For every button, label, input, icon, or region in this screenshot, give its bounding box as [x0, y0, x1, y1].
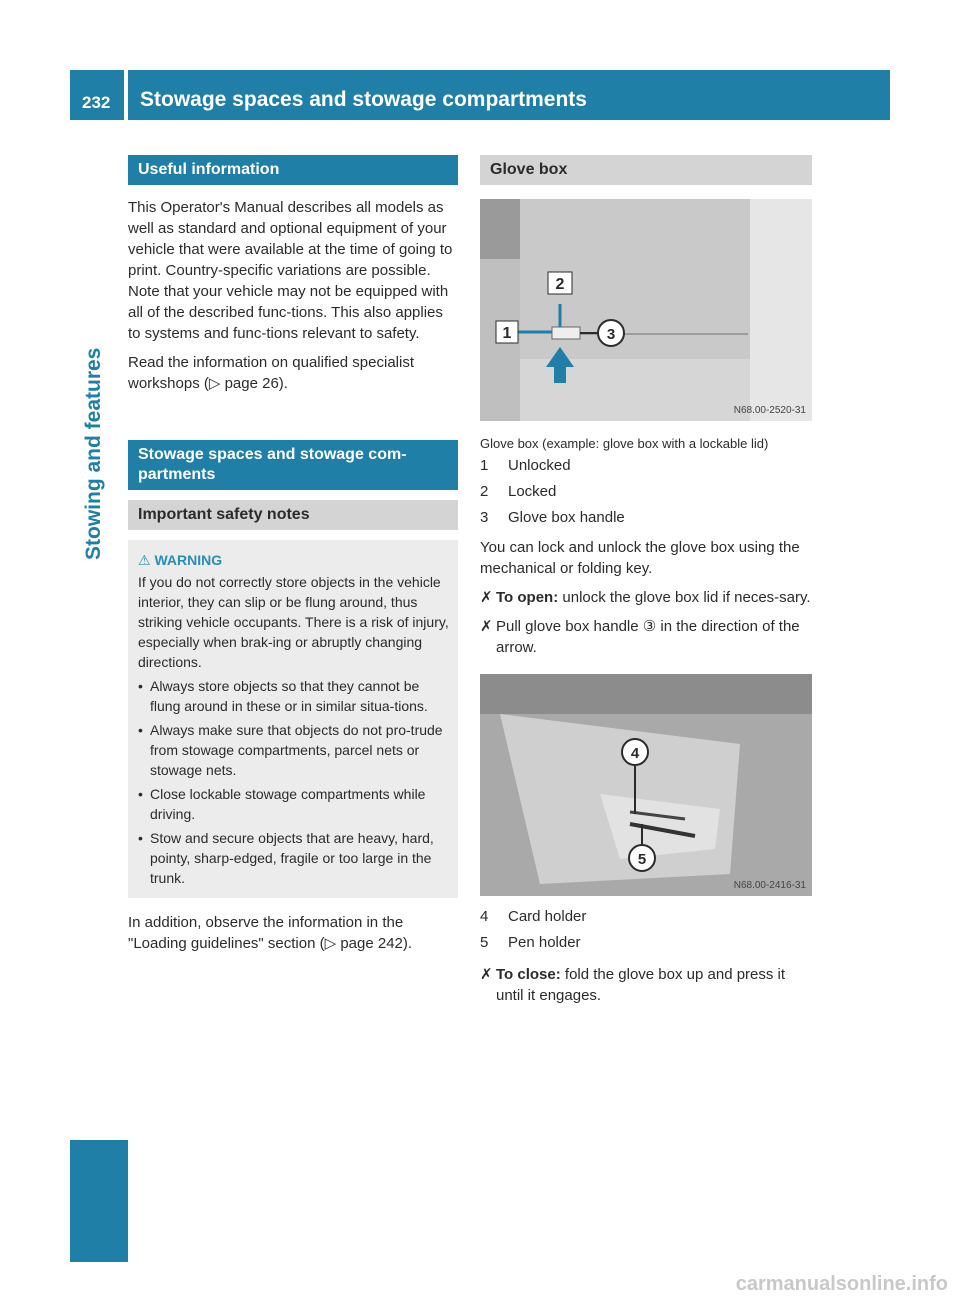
open-glove-box-illustration	[480, 674, 812, 896]
legend-item	[480, 505, 812, 531]
step-arrow-icon: ✗	[480, 589, 493, 606]
watermark: carmanualsonline.info	[735, 1273, 948, 1295]
useful-info-heading: Useful information	[128, 155, 458, 185]
legend-key: 2	[480, 483, 489, 500]
side-tab-label: Stowing and features	[82, 347, 105, 560]
glove-box-caption: Glove box (example: glove box with a lockable lid)	[480, 436, 769, 451]
legend-label: Pen holder	[508, 934, 581, 951]
warning-text: If you do not correctly store objects in the vehicle interior, they can slip or be flung around, thus striking vehicle occupants. There is a risk of injury, especially when brak-ing or abruptly changing directions.	[138, 574, 449, 670]
warning-title	[138, 550, 450, 570]
image-code-2: N68.00-2416-31	[733, 880, 806, 891]
warning-title-text: WARNING	[154, 552, 223, 568]
left-column	[128, 155, 458, 954]
legend-item	[480, 904, 812, 930]
step-arrow-icon: ✗	[480, 966, 493, 983]
glove-box-photo	[480, 199, 812, 421]
svg-text:1: 1	[502, 325, 512, 342]
warning-bullet: • Close lockable stowage compartments while driving.	[138, 784, 450, 824]
pull-text: Pull glove box handle ③ in the direction of the arrow.	[496, 618, 800, 656]
safety-notes-heading: Important safety notes	[128, 500, 458, 530]
side-tab-block	[70, 1140, 128, 1262]
close-text: fold the glove box up and press it until it engages.	[496, 966, 786, 1004]
image-code-1: N68.00-2520-31	[733, 405, 806, 416]
useful-info-text: This Operator's Manual describes all models as well as standard and optional equipment of your vehicle that were available at the time of going to print. Country-specific variations are possible. Note that your vehicle may not be equipped with all of the described func-tions. This also applies to systems and func-tions relevant to safety.	[128, 199, 453, 342]
svg-text:4: 4	[630, 745, 640, 762]
warning-bullet: • Always make sure that objects do not pro-trude from stowage compartments, parcel nets or stowage nets.	[138, 720, 450, 780]
legend-label: Unlocked	[508, 457, 571, 474]
header-divider	[124, 70, 128, 120]
legend-key: 4	[480, 908, 489, 925]
legend-label: Glove box handle	[508, 509, 625, 526]
legend-label: Locked	[508, 483, 557, 500]
glove-box-heading: Glove box	[480, 155, 812, 185]
close-label: To close:	[496, 966, 561, 983]
legend-key: 3	[480, 509, 489, 526]
close-step	[480, 964, 812, 1006]
loading-guidelines-reference: In addition, observe the information in the "Loading guidelines" section (▷ page 242).	[128, 914, 413, 952]
step-arrow-icon: ✗	[480, 618, 493, 635]
glove-box-illustration	[480, 199, 812, 421]
glove-box-intro: You can lock and unlock the glove box using the mechanical or folding key.	[480, 539, 800, 577]
warning-bullet: • Always store objects so that they cannot be flung around in these or in similar situa-tions.	[138, 676, 450, 716]
svg-text:2: 2	[555, 276, 565, 293]
legend-key: 1	[480, 457, 489, 474]
stowage-heading: Stowage spaces and stowage com-partments	[128, 440, 458, 490]
glove-box-open-photo	[480, 674, 812, 896]
page-number: 232	[82, 93, 111, 112]
open-label: To open:	[496, 589, 559, 606]
warning-box	[128, 540, 458, 898]
warning-bullet: • Stow and secure objects that are heavy, hard, pointy, sharp-edged, fragile or too large in the trunk.	[138, 828, 450, 888]
legend-label: Card holder	[508, 908, 587, 925]
warning-triangle-icon: ⚠	[138, 552, 151, 568]
svg-text:5: 5	[637, 851, 647, 868]
right-column	[480, 155, 812, 1006]
legend-item	[480, 930, 812, 956]
legend-item	[480, 453, 812, 479]
open-text: unlock the glove box lid if neces-sary.	[562, 589, 811, 606]
legend-item	[480, 479, 812, 505]
page-title: Stowage spaces and stowage compartments	[140, 88, 587, 111]
workshops-reference: Read the information on qualified specialist workshops (▷ page 26).	[128, 354, 415, 392]
open-step	[480, 587, 812, 608]
svg-text:3: 3	[606, 326, 616, 343]
pull-step	[480, 616, 812, 658]
legend-key: 5	[480, 934, 489, 951]
